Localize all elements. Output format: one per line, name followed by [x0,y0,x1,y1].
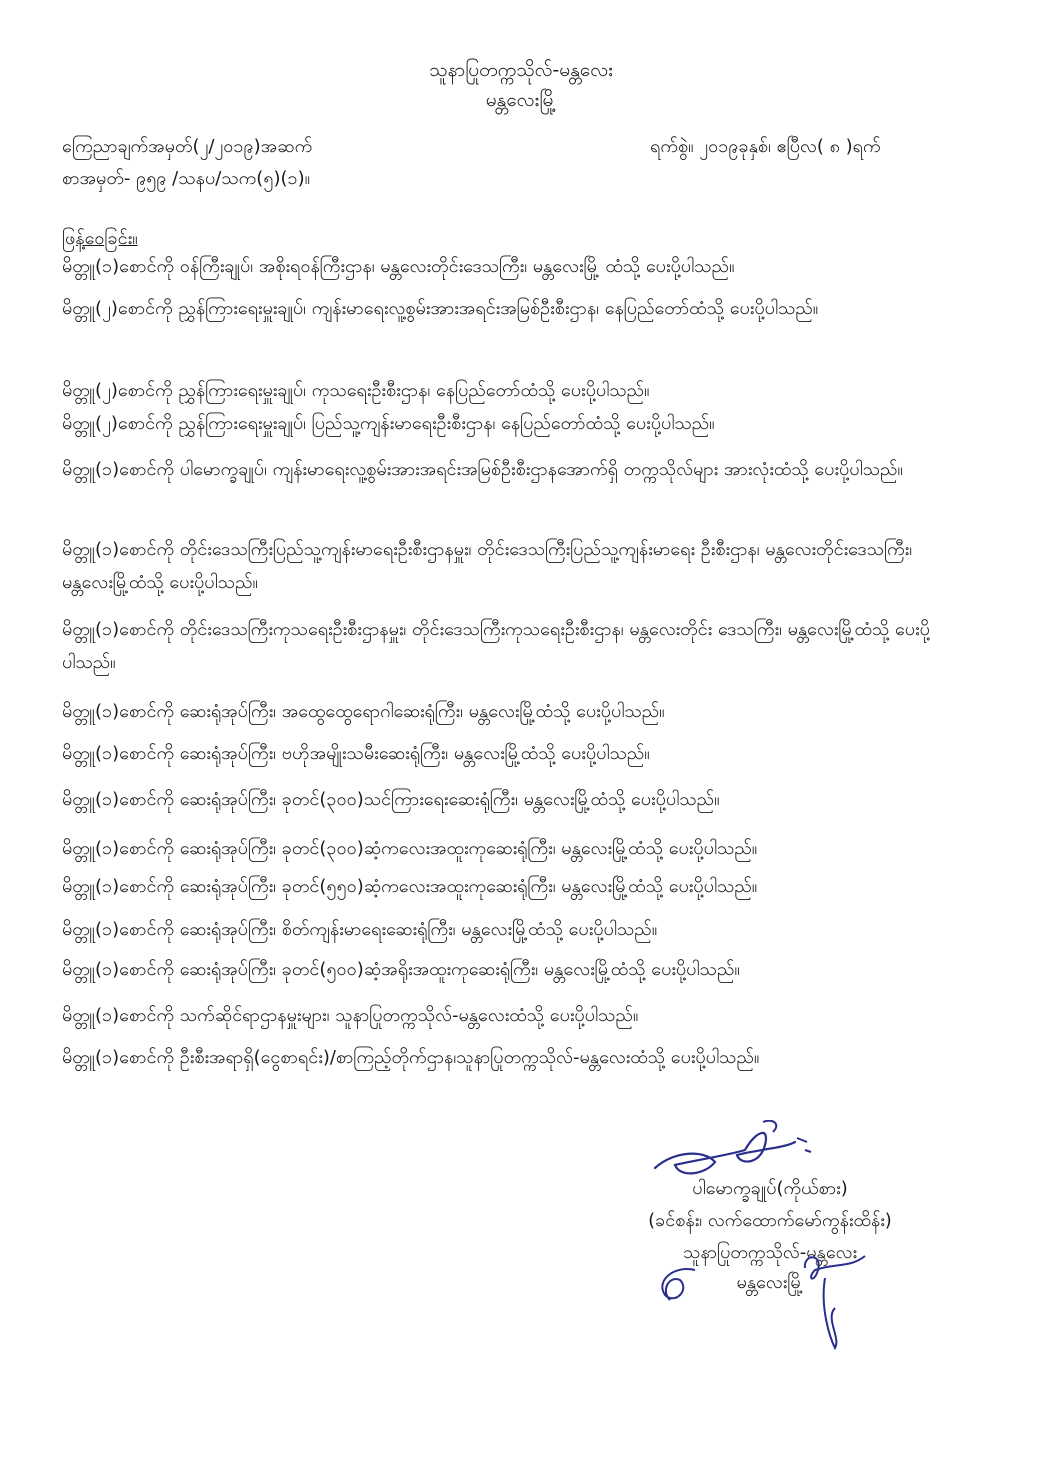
handwritten-initials [795,1248,875,1358]
distribution-item: မိတ္တူ(၁)စောင်ကို တိုင်းဒေသကြီးပြည်သူ့ကျန်းမာရေးဦးစီးဌာနမှူး၊ တိုင်းဒေသကြီးပြည်သူ့ကျန်းမာရေး ဦးစီးဌာန၊ မန္တလေးတိုင်းဒေသကြီး၊ မန္တလေးမြို့ထံသို့ ပေးပို့ပါသည်။ [62,539,913,593]
distribution-item: မိတ္တူ(၁)စောင်ကို ဆေးရုံအုပ်ကြီး၊ ဗဟိုအမျိုးသမီးဆေးရုံကြီး၊ မန္တလေးမြို့ထံသို့ ပေးပို့ပါသည်။ [62,743,650,764]
institution-city: မန္တလေးမြို့ [485,89,557,111]
distribution-heading: ဖြန့်ဝေခြင်း။ [62,228,138,249]
distribution-item: မိတ္တူ(၂)စောင်ကို ညွှန်ကြားရေးမှူးချုပ်၊ ပြည်သူ့ကျန်းမာရေးဦးစီးဌာန၊ နေပြည်တော်ထံသို့ ပေးပို့ပါသည်။ [62,413,715,434]
distribution-item: မိတ္တူ(၁)စောင်ကို ဝန်ကြီးချုပ်၊ အစိုးရဝန်ကြီးဌာန၊ မန္တလေးတိုင်းဒေသကြီး၊ မန္တလေးမြို့ ထံသို့ ပေးပို့ပါသည်။ [62,256,735,277]
memo-number: ကြေညာချက်အမှတ်(၂/၂၀၁၉)အဆက် [62,136,313,157]
distribution-item: မိတ္တူ(၁)စောင်ကို ဆေးရုံအုပ်ကြီး၊ ခုတင်(၃၀၀)သင်ကြားရေးဆေးရုံကြီး၊ မန္တလေးမြို့ထံသို့ ပေးပို့ပါသည်။ [62,789,720,810]
distribution-item: မိတ္တူ(၁)စောင်ကို ပါမောက္ခချုပ်၊ ကျန်းမာရေးလူ့စွမ်းအားအရင်းအမြစ်ဦးစီးဌာနအောက်ရှိ တက္ကသိုလ်များ အားလုံးထံသို့ ပေးပို့ပါသည်။ [62,459,903,480]
signatory-title: ပါမောက္ခချုပ်(ကိုယ်စား) [692,1178,848,1199]
distribution-item: မိတ္တူ(၁)စောင်ကို ဆေးရုံအုပ်ကြီး၊ ခုတင်(၅၀၀)ဆံ့အရိုးအထူးကုဆေးရုံကြီး၊ မန္တလေးမြို့ထံသို့ ပေးပို့ပါသည်။ [62,959,740,980]
signatory-name: (ခင်စန်း၊ လက်ထောက်မော်ကွန်းထိန်း) [648,1210,892,1231]
signatory-organization: သူနာပြုတက္ကသိုလ်-မန္တလေး [682,1242,858,1263]
distribution-item: မိတ္တူ(၁)စောင်ကို သက်ဆိုင်ရာဌာနမှူးများ၊ သူနာပြုတက္ကသိုလ်-မန္တလေးထံသို့ ပေးပို့ပါသည်။ [62,1005,639,1026]
distribution-item: မိတ္တူ(၁)စောင်ကို ဆေးရုံအုပ်ကြီး၊ ခုတင်(၃၀၀)ဆံ့ကလေးအထူးကုဆေးရုံကြီး၊ မန္တလေးမြို့ထံသို့ ပေးပို့ပါသည်။ [62,838,758,859]
distribution-item: မိတ္တူ(၁)စောင်ကို ဆေးရုံအုပ်ကြီး၊ စိတ်ကျန်းမာရေးဆေးရုံကြီး၊ မန္တလေးမြို့ထံသို့ ပေးပို့ပါသည်။ [62,919,658,940]
distribution-item: မိတ္တူ(၁)စောင်ကို တိုင်းဒေသကြီးကုသရေးဦးစီးဌာနမှူး၊ တိုင်းဒေသကြီးကုသရေးဦးစီးဌာန၊ မန္တလေးတိုင်း ဒေသကြီး၊ မန္တလေးမြို့ထံသို့ ပေးပို့ပါသည်။ [62,619,930,673]
distribution-item: မိတ္တူ(၂)စောင်ကို ညွှန်ကြားရေးမှူးချုပ်၊ ကျန်းမာရေးလူ့စွမ်းအားအရင်းအမြစ်ဦးစီးဌာန၊ နေပြည်တော်ထံသို့ ပေးပို့ပါသည်။ [62,298,819,319]
signatory-city: မန္တလေးမြို့ [736,1272,804,1293]
distribution-item: မိတ္တူ(၁)စောင်ကို ဦးစီးအရာရှိ(ငွေစာရင်း)/စာကြည့်တိုက်ဌာန၊သူနာပြုတက္ကသိုလ်-မန္တလေးထံသို့ ပေးပို့ပါသည်။ [62,1047,760,1068]
signature-block [560,1150,1000,1390]
distribution-item: မိတ္တူ(၁)စောင်ကို ဆေးရုံအုပ်ကြီး၊ အထွေထွေရောဂါဆေးရုံကြီး၊ မန္တလေးမြို့ထံသို့ ပေးပို့ပါသည်။ [62,701,665,722]
institution-name: သူနာပြုတက္ကသိုလ်-မန္တလေး [429,59,613,81]
distribution-item: မိတ္တူ(၂)စောင်ကို ညွှန်ကြားရေးမှူးချုပ်၊ ကုသရေးဦးစီးဌာန၊ နေပြည်တော်ထံသို့ ပေးပို့ပါသည်။ [62,380,650,401]
letter-date: ရက်စွဲ။ ၂၀၁၉ခုနှစ်၊ ဧပြီလ( ၈ )ရက် [650,136,881,157]
letter-number: စာအမှတ်- ၉၅၉ /သနပ/သက(၅)(၁)။ [62,168,311,189]
distribution-item: မိတ္တူ(၁)စောင်ကို ဆေးရုံအုပ်ကြီး၊ ခုတင်(၅၅၀)ဆံ့ကလေးအထူးကုဆေးရုံကြီး၊ မန္တလေးမြို့ထံသို့ ပေးပို့ပါသည်။ [62,876,758,897]
ink-scribble [645,1260,705,1310]
